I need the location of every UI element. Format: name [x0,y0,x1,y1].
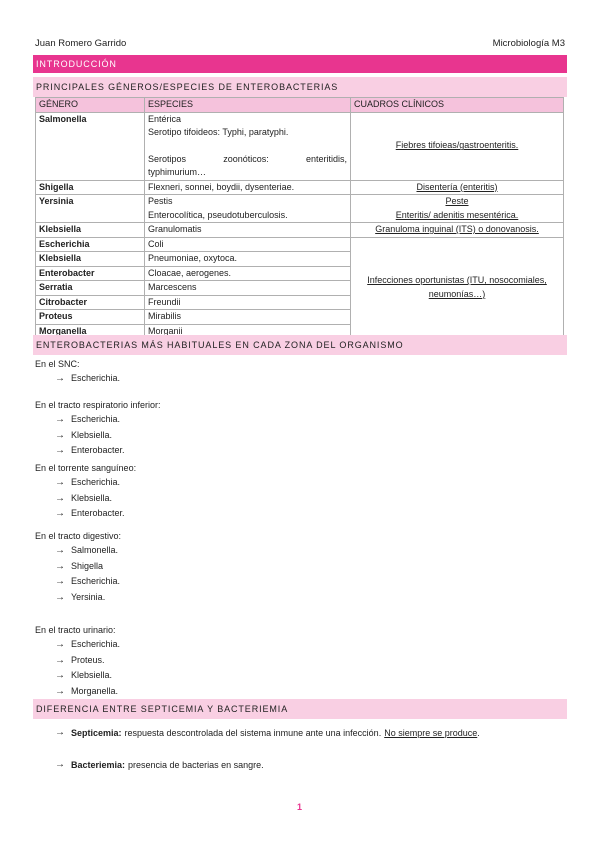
list-item-label: Escherichia. [71,639,121,649]
genus-cell: Salmonella [36,112,145,180]
section-genera-heading: PRINCIPALES GÉNEROS/ESPECIES DE ENTEROBACTERIAS [33,77,567,97]
table-row [36,180,564,195]
table-header-row [36,98,564,113]
zone-title: En el torrente sanguíneo: [35,463,137,473]
species-line: Enterocolítica, pseudotuberculosis. [148,209,288,220]
list-item [55,491,136,507]
table-row [36,195,564,223]
list-item [55,684,120,700]
blank-line [148,140,347,153]
header-subject: Microbiología M3 [492,38,565,49]
arrow-icon: → [55,670,65,681]
species-line: Serotipo tifoideos: Typhi, paratyphi. [148,127,289,137]
list-item-label: Salmonella. [71,545,119,555]
definition-term: Bacteriemia: [71,759,126,770]
zone-title: En el tracto urinario: [35,625,116,635]
clinical-line: Enteritis/ adenitis mesentérica. [395,209,519,220]
species-cell: Coli [145,237,351,252]
species-cell: Pneumoniae, oxytoca. [145,252,351,267]
list-item-label: Enterobacter. [71,445,125,455]
list-item-label: Klebsiella. [71,429,113,440]
clinical-cell: Fiebres tifoieas/gastroenteritis. [351,112,564,180]
arrow-icon: → [55,445,65,456]
species-cell: Mirabilis [145,310,351,325]
arrow-icon: → [55,492,65,504]
species-line: typhimurium… [148,167,207,177]
arrow-icon: → [55,591,65,603]
section-diff-heading: DIFERENCIA ENTRE SEPTICEMIA Y BACTERIEMIA [33,699,567,719]
arrow-icon: → [55,560,65,572]
arrow-icon: → [55,414,65,425]
list-item-label: Escherichia. [71,477,121,487]
genus-cell: Proteus [36,310,145,325]
list-item [55,412,161,428]
list-item [55,653,120,669]
list-item [55,443,161,459]
zone-title: En el tracto digestivo: [35,531,122,541]
definition-tail: . [477,727,480,738]
arrow-icon: → [55,639,65,650]
list-item-label: Morganella. [71,685,119,696]
definition-text: presencia de bacterias en sangre. [128,759,264,770]
zone-snc [35,357,120,387]
species-word: zoonóticos: [223,153,269,164]
definition-septicemia [55,727,480,738]
species-cell [145,195,351,223]
section-intro-heading: INTRODUCCIÓN [33,55,567,73]
col-header-species: ESPECIES [145,98,351,113]
arrow-icon: → [55,545,65,556]
list-item [55,590,121,606]
clinical-cell-opportunistic: Infecciones oportunistas (ITU, nosocomiales, neumonías…) [351,237,564,339]
genus-cell: Shigella [36,180,145,195]
list-item-label: Klebsiella. [71,492,113,503]
col-header-clinical: CUADROS CLÍNICOS [351,98,564,113]
genus-cell: Morganella [36,324,145,339]
species-line: Pestis [148,196,173,206]
species-cell [145,112,351,180]
zone-title: En el tracto respiratorio inferior: [35,400,161,410]
species-cell: Morganii [145,324,351,339]
arrow-icon: → [55,685,65,697]
list-item [55,428,161,444]
definition-term: Septicemia: [71,727,122,738]
list-item-label: Proteus. [71,654,105,665]
table-row [36,112,564,180]
header-author: Juan Romero Garrido [35,38,127,49]
genus-cell: Klebsiella [36,223,145,238]
arrow-icon: → [55,373,65,384]
table-row [36,237,564,252]
list-item-label: Yersinia. [71,591,106,602]
list-item-label: Escherichia. [71,373,121,383]
arrow-icon: → [55,654,65,666]
list-item-label: Klebsiella. [71,670,113,680]
genus-cell: Serratia [36,281,145,296]
list-item-label: Escherichia. [71,414,121,424]
zone-digestive [35,529,121,605]
list-item-label: Shigella [71,560,104,571]
arrow-icon: → [55,508,65,519]
clinical-cell: Disentería (enteritis) [351,180,564,195]
list-item [55,559,121,575]
clinical-cell [351,195,564,223]
species-line [148,153,347,167]
list-item [55,637,120,653]
arrow-icon: → [55,727,65,738]
species-cell: Marcescens [145,281,351,296]
list-item [55,506,136,522]
definition-note: No siempre se produce [384,727,478,738]
list-item [55,574,121,590]
list-item [55,668,120,684]
arrow-icon: → [55,759,65,770]
page-number: 1 [296,802,302,812]
genus-cell: Enterobacter [36,266,145,281]
genus-cell: Citrobacter [36,295,145,310]
col-header-genus: GÉNERO [36,98,145,113]
genera-table [35,97,564,339]
species-line: Entérica [148,113,182,124]
definition-text: respuesta descontrolada del sistema inmune ante una infección. [124,727,382,738]
list-item [55,371,120,387]
zone-bloodstream [35,461,136,522]
clinical-line: Peste [445,196,469,206]
list-item [55,543,121,559]
genus-cell: Klebsiella [36,252,145,267]
species-cell: Granulomatis [145,223,351,238]
arrow-icon: → [55,576,65,587]
zone-urinary [35,623,120,699]
zone-title: En el SNC: [35,359,80,369]
arrow-icon: → [55,477,65,488]
species-word: enteritidis, [305,153,347,164]
genus-cell: Yersinia [36,195,145,223]
table-row [36,223,564,238]
genus-cell: Escherichia [36,237,145,252]
list-item [55,475,136,491]
definition-bacteriemia [55,759,264,770]
section-zones-heading: ENTEROBACTERIAS MÁS HABITUALES EN CADA ZONA DEL ORGANISMO [33,335,567,355]
list-item-label: Escherichia. [71,576,121,586]
species-cell: Cloacae, aerogenes. [145,266,351,281]
species-cell: Freundii [145,295,351,310]
list-item-label: Enterobacter. [71,508,125,518]
species-cell: Flexneri, sonnei, boydii, dysenteriae. [145,180,351,195]
arrow-icon: → [55,429,65,441]
species-word: Serotipos [148,153,187,164]
clinical-cell: Granuloma inguinal (ITS) o donovanosis. [351,223,564,238]
zone-respiratory [35,398,161,459]
